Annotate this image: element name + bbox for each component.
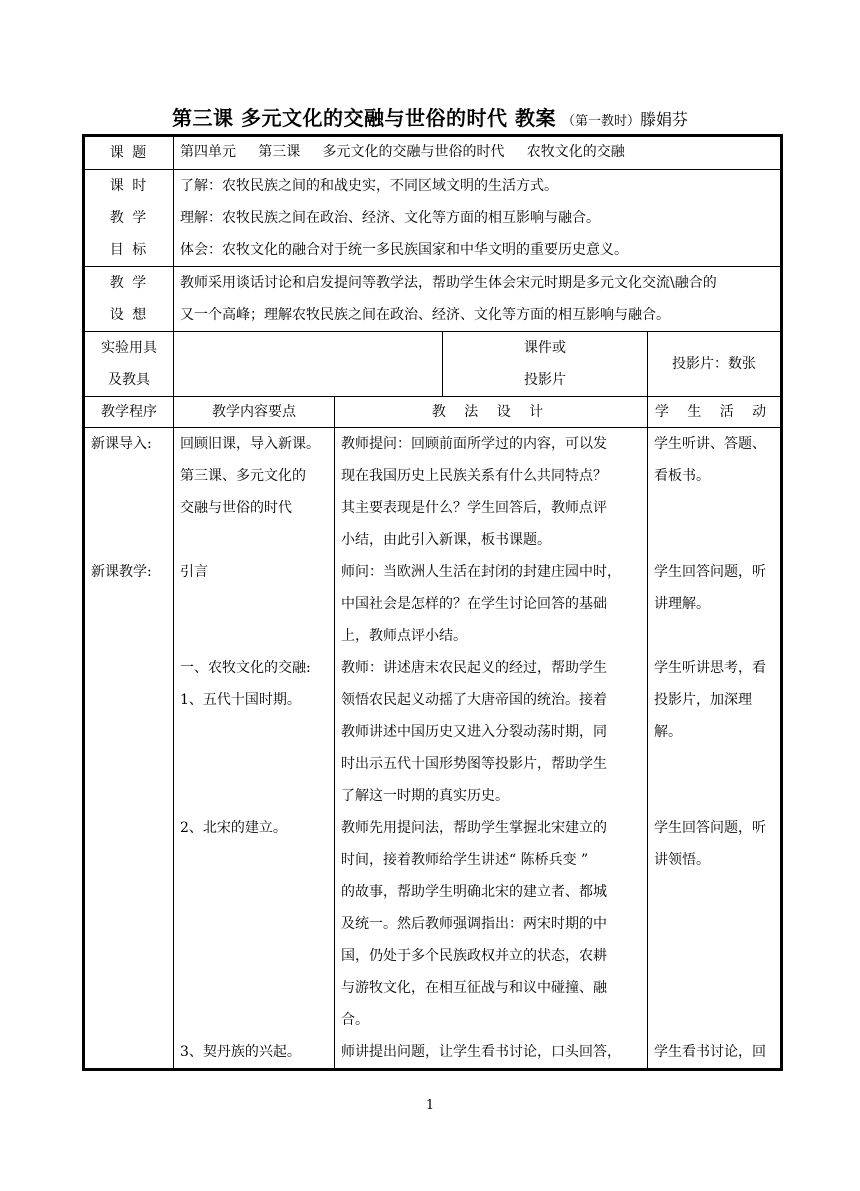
design-line: 教师采用谈话讨论和启发提问等教学法，帮助学生体会宋元时期是多元文化交流\融合的 — [180, 275, 717, 291]
spacer — [180, 844, 328, 876]
method-line: 时出示五代十国形势图等投影片，帮助学生 — [341, 756, 607, 772]
design-line: 又一个高峰；理解农牧民族之间在政治、经济、文化等方面的相互影响与融合。 — [180, 307, 670, 323]
spacer — [180, 940, 328, 972]
design-row — [84, 267, 782, 332]
spacer — [91, 492, 167, 524]
method-line: 其主要表现是什么？学生回答后，教师点评 — [341, 500, 607, 516]
document-author: 滕娟芬 — [639, 110, 688, 129]
content-line: 引言 — [180, 564, 208, 580]
method-line: 国，仍处于多个民族政权并立的状态，农耕 — [341, 948, 607, 964]
activity-line: 讲领悟。 — [654, 852, 710, 868]
spacer — [180, 780, 328, 812]
equipment-label-line: 及教具 — [108, 372, 150, 388]
goals-label-line: 目 标 — [109, 242, 149, 258]
method-line: 教师讲述中国历史又进入分裂动荡时期，同 — [341, 724, 607, 740]
method-line: 教师：讲述唐末农民起义的经过，帮助学生 — [341, 660, 607, 676]
equipment-value: 投影片：数张 — [648, 332, 782, 397]
document-subtitle: （第一教时） — [561, 114, 640, 129]
spacer — [180, 972, 328, 1004]
method-line: 教师提问：回顾前面所学过的内容，可以发 — [341, 436, 607, 452]
lesson-plan-table — [82, 134, 783, 1071]
method-line: 上，教师点评小结。 — [341, 628, 467, 644]
equipment-empty-cell — [174, 332, 443, 397]
header-procedure: 教学程序 — [84, 397, 174, 428]
design-content — [174, 267, 782, 332]
spacer — [654, 620, 774, 652]
spacer — [654, 748, 774, 780]
spacer — [91, 524, 167, 556]
activity-line: 解。 — [654, 724, 682, 740]
spacer — [654, 876, 774, 908]
spacer — [654, 908, 774, 940]
procedure-teaching: 新课教学: — [91, 564, 152, 580]
spacer — [654, 940, 774, 972]
content-line: 1、五代十国时期。 — [180, 692, 301, 708]
header-activity: 学 生 活 动 — [648, 397, 782, 428]
method-line: 小结，由此引入新课，板书课题。 — [341, 532, 551, 548]
content-line: 2、北宋的建立。 — [180, 820, 287, 836]
equipment-row — [84, 332, 782, 397]
equipment-media-line: 课件或 — [524, 340, 566, 356]
method-line: 领悟农民起义动摇了大唐帝国的统治。接着 — [341, 692, 607, 708]
spacer — [180, 588, 328, 652]
design-label-line: 教 学 — [109, 275, 149, 291]
document-title-line — [0, 102, 860, 131]
content-line: 回顾旧课，导入新课。 — [180, 436, 320, 452]
spacer — [91, 460, 167, 492]
activity-column — [648, 428, 782, 1070]
content-column — [174, 428, 335, 1070]
activity-line: 学生回答问题，听 — [654, 820, 766, 836]
topic-row — [84, 136, 782, 170]
content-line: 交融与世俗的时代 — [180, 500, 292, 516]
method-line: 的故事，帮助学生明确北宋的建立者、都城 — [341, 884, 607, 900]
activity-line: 看板书。 — [654, 468, 710, 484]
method-line: 师讲提出问题，让学生看书讨论，口头回答， — [341, 1044, 621, 1060]
spacer — [654, 524, 774, 556]
column-header-row — [84, 397, 782, 428]
content-line: 第三课、多元文化的 — [180, 468, 306, 484]
method-line: 师问：当欧洲人生活在封闭的封建庄园中时， — [341, 564, 621, 580]
method-line: 时间，接着教师给学生讲述“ 陈桥兵变 ” — [341, 852, 589, 868]
spacer — [180, 1004, 328, 1036]
spacer — [654, 972, 774, 1004]
equipment-label — [84, 332, 174, 397]
activity-line: 讲理解。 — [654, 596, 710, 612]
header-content: 教学内容要点 — [174, 397, 335, 428]
design-label — [84, 267, 174, 332]
document-title: 第三课 多元文化的交融与世俗的时代 教案 — [172, 106, 556, 130]
goals-label-line: 课 时 — [109, 178, 149, 194]
method-line: 合。 — [341, 1012, 369, 1028]
method-column — [335, 428, 648, 1070]
topic-label: 课 题 — [84, 136, 174, 170]
page-number: 1 — [425, 1098, 435, 1113]
spacer — [180, 524, 328, 556]
method-line: 了解这一时期的真实历史。 — [341, 788, 509, 804]
goals-label-line: 教 学 — [109, 210, 149, 226]
method-line: 及统一。然后教师强调指出：两宋时期的中 — [341, 916, 607, 932]
content-line: 一、农牧文化的交融: — [180, 660, 311, 676]
spacer — [180, 876, 328, 908]
equipment-label-line: 实验用具 — [101, 340, 157, 356]
goals-content — [174, 170, 782, 267]
goal-line: 体会：农牧文化的融合对于统一多民族国家和中华文明的重要历史意义。 — [180, 242, 628, 258]
goal-line: 理解：农牧民族之间在政治、经济、文化等方面的相互影响与融合。 — [180, 210, 600, 226]
spacer — [180, 908, 328, 940]
goals-label — [84, 170, 174, 267]
activity-line: 学生听讲思考，看 — [654, 660, 766, 676]
method-line: 与游牧文化，在相互征战与和议中碰撞、融 — [341, 980, 607, 996]
activity-line: 投影片，加深理 — [654, 692, 752, 708]
equipment-media-line: 投影片 — [524, 372, 566, 388]
goals-row — [84, 170, 782, 267]
spacer — [654, 1004, 774, 1036]
goal-line: 了解：农牧民族之间的和战史实，不同区域文明的生活方式。 — [180, 178, 558, 194]
spacer — [654, 780, 774, 812]
method-line: 现在我国历史上民族关系有什么共同特点？ — [341, 468, 607, 484]
header-method: 教 法 设 计 — [335, 397, 648, 428]
content-line: 3、契丹族的兴起。 — [180, 1044, 301, 1060]
equipment-media-cell — [443, 332, 648, 397]
spacer — [654, 492, 774, 524]
topic-text: 第四单元 第三课 多元文化的交融与世俗的时代 农牧文化的交融 — [174, 136, 782, 170]
procedure-intro: 新课导入: — [91, 436, 152, 452]
procedure-column — [84, 428, 174, 1070]
spacer — [180, 716, 328, 748]
method-line: 中国社会是怎样的？在学生讨论回答的基础 — [341, 596, 607, 612]
method-line: 教师先用提问法，帮助学生掌握北宋建立的 — [341, 820, 607, 836]
activity-line: 学生回答问题，听 — [654, 564, 766, 580]
spacer — [180, 748, 328, 780]
lesson-body-row — [84, 428, 782, 1070]
activity-line: 学生看书讨论，回 — [654, 1044, 766, 1060]
design-label-line: 设 想 — [109, 307, 149, 323]
activity-line: 学生听讲、答题、 — [654, 436, 766, 452]
